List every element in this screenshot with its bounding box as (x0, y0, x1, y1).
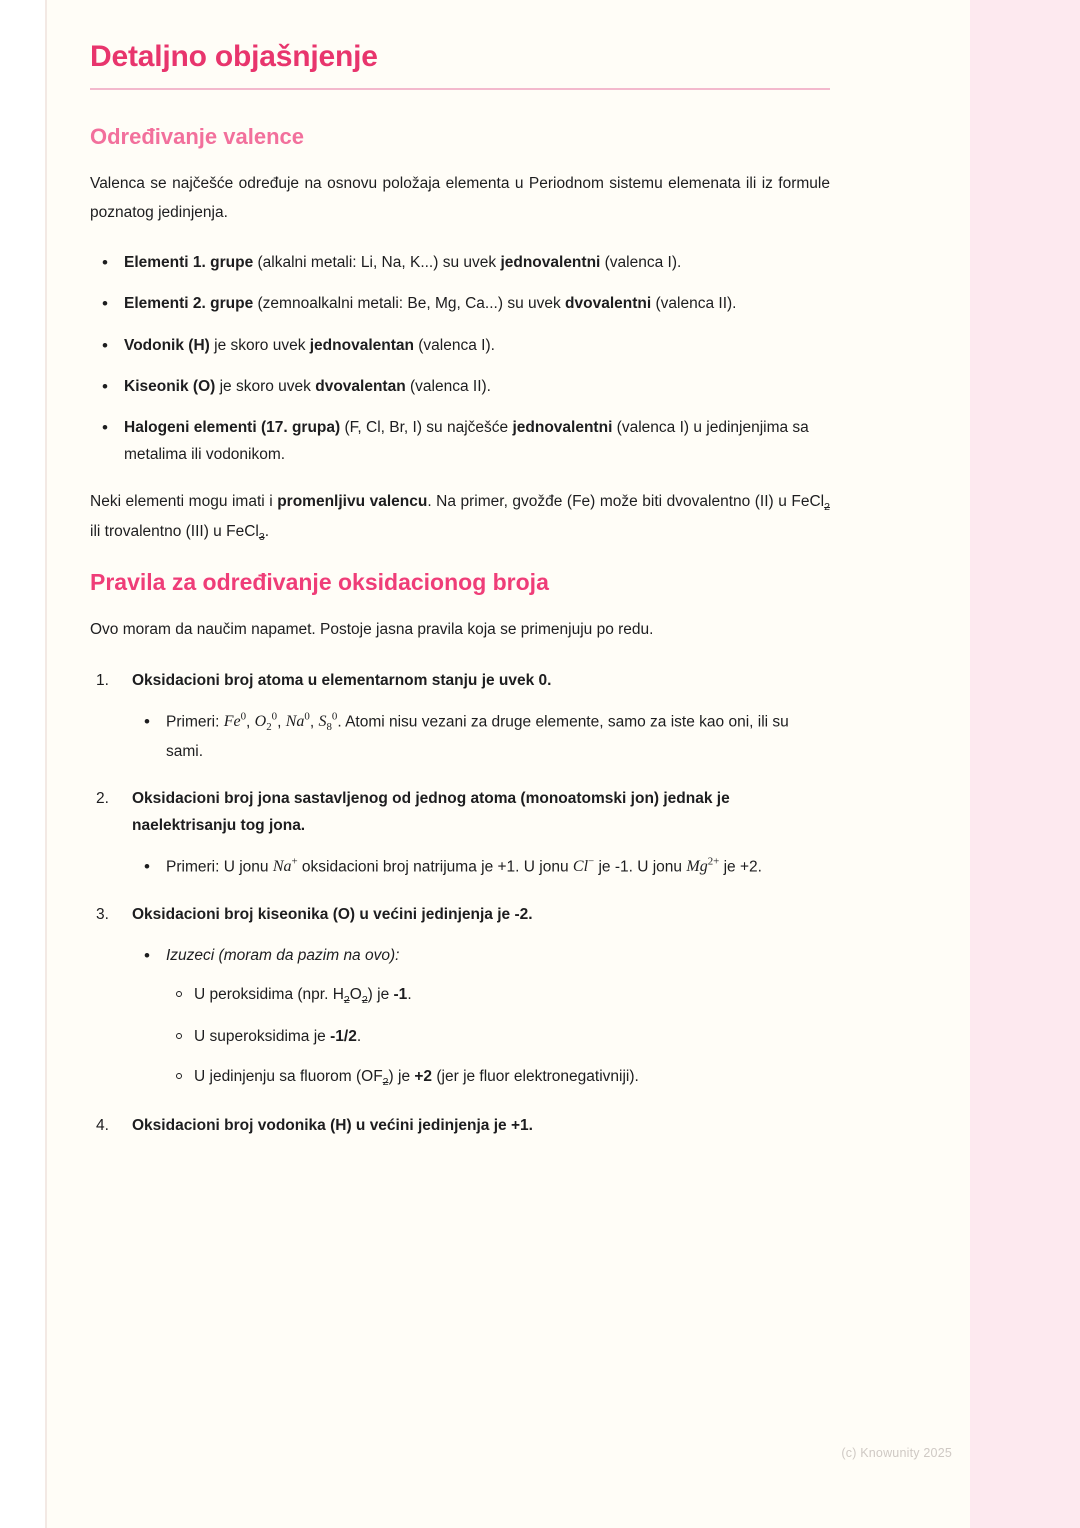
formula: $S_8^0$ (318, 711, 338, 734)
list-item (90, 414, 830, 468)
exception-mid: O (349, 985, 362, 1003)
example-prefix: Primeri: U jonu (166, 858, 273, 876)
list-item (132, 942, 830, 1092)
list-item-rest: (valenca II). (651, 295, 737, 313)
list-item-mid: je skoro uvek (215, 377, 316, 395)
watermark: (c) Knowunity 2025 (841, 1446, 952, 1460)
list-item-mid: (F, Cl, Br, I) su najčešće (340, 418, 513, 436)
exception-value: +2 (414, 1067, 433, 1085)
list-item-lead: Elementi 1. grupe (124, 254, 254, 272)
exception-end: (jer je fluor elektronegativniji). (432, 1067, 639, 1085)
rule-examples-list (132, 853, 830, 881)
rule-item (90, 667, 830, 765)
example-suffix: . Atomi nisu vezani za druge elemente, samo za iste kao oni, ili su sami. (166, 713, 789, 760)
formula: Cl− (572, 856, 595, 876)
title-divider (90, 88, 830, 90)
list-item (166, 1024, 830, 1050)
section1-closing-paragraph (90, 488, 830, 547)
list-item (90, 290, 830, 317)
list-item-rest: (valenca I). (600, 254, 682, 272)
exception-post: ) je (367, 985, 394, 1003)
example-mid: je -1. U jonu (594, 858, 687, 876)
list-item-rest: (valenca I) u jedinjenjima sa metalima ili vodonikom. (124, 418, 809, 463)
list-item (90, 249, 830, 276)
formula-subscript: 2 (824, 501, 830, 514)
left-margin-strip (0, 0, 45, 1528)
list-item-emphasis: dvovalentni (565, 295, 652, 313)
list-item (166, 982, 830, 1010)
right-pink-band (970, 0, 1080, 1528)
formula: Na+ (272, 856, 298, 876)
list-item: • Primeri: Fe$^0$, $O_2^0$, Na$^0$, $S_8^0$. Atomi nisu vezani za druge elemente, samo za iste kao oni, ili su sami. (132, 708, 830, 765)
example-mid: oksidacioni broj natrijuma je +1. U jonu (297, 858, 573, 876)
formula: Na$^0$ (285, 711, 310, 731)
list-item (90, 373, 830, 400)
rule-text: Oksidacioni broj vodonika (H) u većini jedinjenja je +1. (132, 1116, 533, 1134)
list-item-mid: (zemnoalkalni metali: Be, Mg, Ca...) su uvek (253, 295, 566, 313)
section-heading-valence: Određivanje valence (90, 124, 304, 149)
example-prefix: Primeri: (166, 713, 224, 731)
closing-mid: ili trovalentno (III) u FeCl (90, 522, 259, 540)
formula-subscript: 2 (361, 993, 368, 1006)
document-content (90, 40, 830, 1159)
formula: $O_2^0$ (254, 711, 278, 734)
section2-intro-paragraph: Ovo moram da naučim napamet. Postoje jasna pravila koja se primenjuju po redu. (90, 621, 654, 639)
list-item-emphasis: dvovalentan (315, 377, 406, 395)
formula: Fe$^0$ (223, 711, 247, 731)
list-item-lead: Halogeni elementi (17. grupa) (124, 418, 341, 436)
exception-value: -1 (393, 985, 408, 1003)
closing-pre: Neki elementi mogu imati i (90, 493, 278, 511)
closing-emphasis: promenljivu valencu (277, 493, 428, 511)
exception-pre: U superoksidima je (194, 1027, 331, 1045)
exception-pre: U peroksidima (npr. H (194, 985, 344, 1003)
rule-text: Oksidacioni broj kiseonika (O) u većini jedinjenja je -2. (132, 906, 533, 924)
rule-item (90, 1112, 830, 1139)
list-item-rest: (valenca II). (405, 377, 491, 395)
exception-items-list (166, 982, 830, 1092)
left-edge-divider (45, 0, 47, 1528)
list-item-rest: (valenca I). (413, 336, 495, 354)
list-item-emphasis: jednovalentan (309, 336, 414, 354)
exception-pre: U jedinjenju sa fluorom (OF (194, 1067, 383, 1085)
closing-end: . (264, 522, 270, 540)
list-item (166, 1064, 830, 1092)
exception-end: . (407, 985, 412, 1003)
oxidation-rules-list (90, 667, 830, 1139)
right-band-inner-gap (962, 0, 970, 1528)
example-suffix: je +2. (719, 858, 762, 876)
exceptions-label: Izuzeci (moram da pazim na ovo): (166, 947, 400, 965)
list-item-lead: Elementi 2. grupe (124, 295, 254, 313)
list-item-emphasis: jednovalentni (512, 418, 613, 436)
formula-subscript: 2 (343, 993, 350, 1006)
list-item-mid: je skoro uvek (209, 336, 310, 354)
formula-subscript: 2 (382, 1076, 389, 1089)
list-item-lead: Kiseonik (O) (124, 377, 216, 395)
valence-rules-list (90, 249, 830, 468)
exception-value: -1/2 (330, 1027, 357, 1045)
rule-exceptions-list (132, 942, 830, 1092)
formula: $Mg^{2+}$ (686, 856, 720, 876)
rule-examples-list (132, 708, 830, 765)
list-item (132, 853, 830, 881)
exception-end: . (356, 1027, 362, 1045)
exception-post: ) je (388, 1067, 415, 1085)
rule-item (90, 901, 830, 1092)
page-title: Detaljno objašnjenje (90, 40, 378, 73)
rule-text: Oksidacioni broj jona sastavljenog od jednog atoma (monoatomski jon) jednak je naelektrisanju tog jona. (132, 789, 730, 834)
list-item-mid: (alkalni metali: Li, Na, K...) su uvek (253, 254, 501, 272)
list-item-emphasis: jednovalentni (500, 254, 601, 272)
section-heading-oxidation: Pravila za određivanje oksidacionog broja (90, 569, 549, 596)
closing-post: . Na primer, gvožđe (Fe) može biti dvovalentno (II) u FeCl (427, 493, 825, 511)
list-item (90, 332, 830, 359)
list-item-lead: Vodonik (H) (124, 336, 210, 354)
section1-intro-paragraph: Valenca se najčešće određuje na osnovu položaja elementa u Periodnom sistemu elemenata ili iz formule poznatog jedinjenja. (90, 175, 830, 221)
formula-subscript: 3 (258, 530, 265, 543)
rule-item (90, 785, 830, 882)
rule-text: Oksidacioni broj atoma u elementarnom stanju je uvek 0. (132, 671, 552, 689)
